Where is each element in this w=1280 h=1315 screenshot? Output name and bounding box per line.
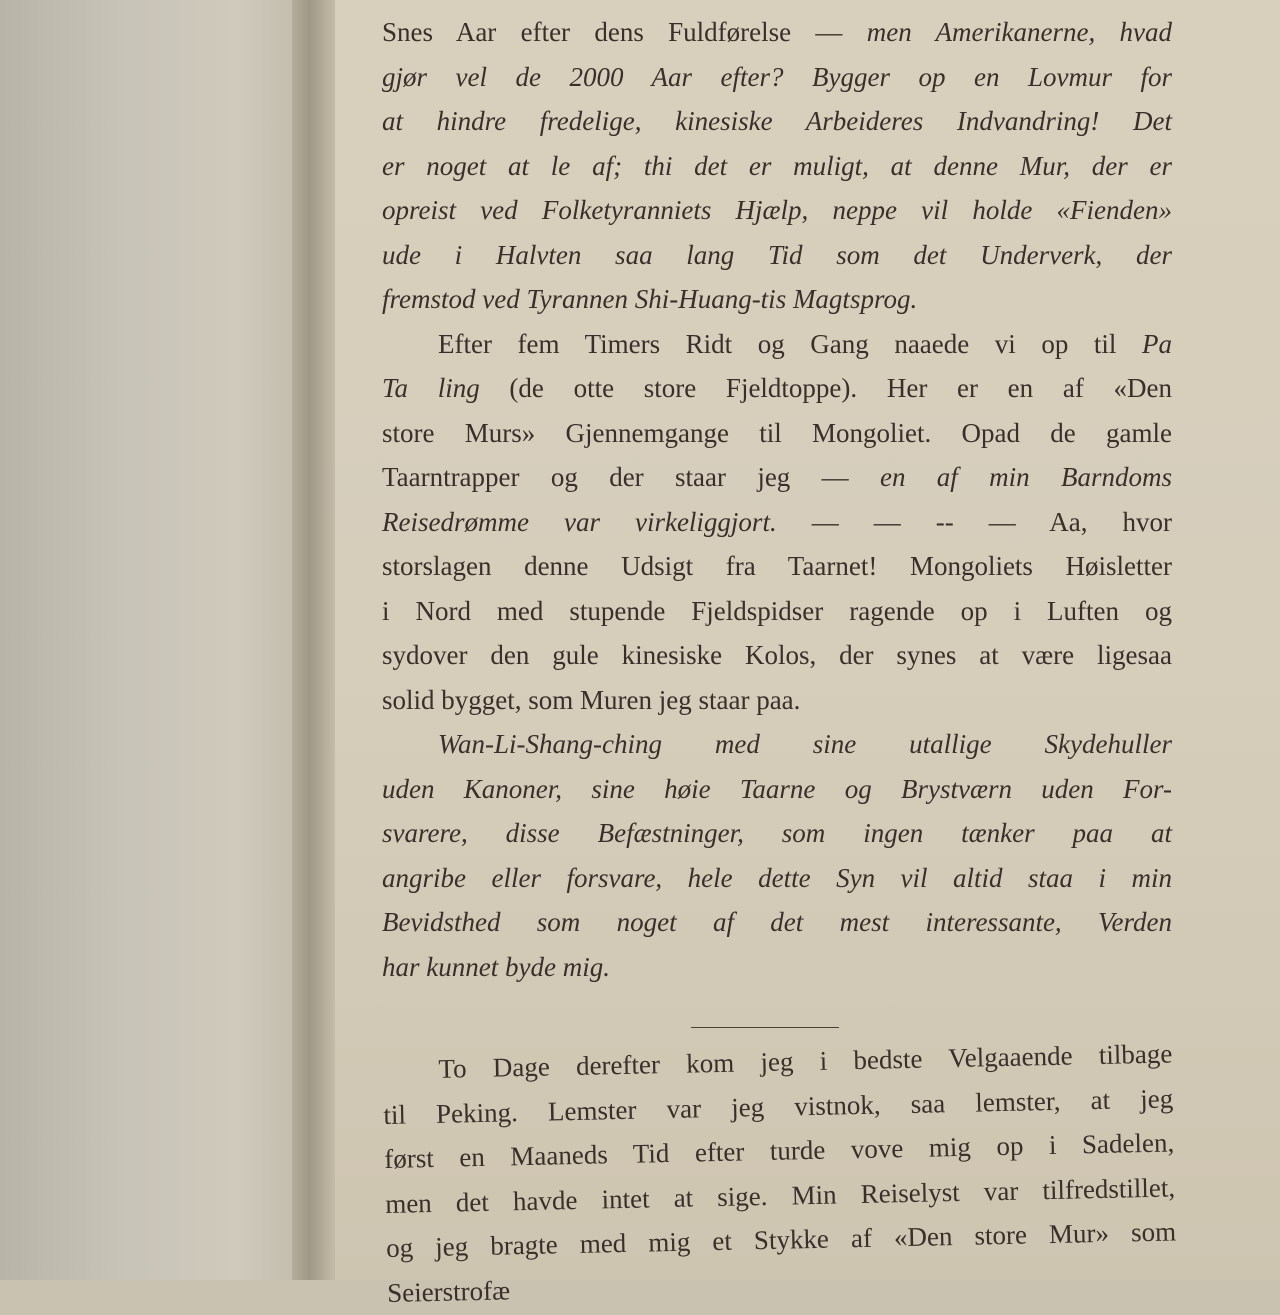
left-page <box>0 0 300 1280</box>
roman-text: solid bygget, som Muren jeg staar paa. <box>382 684 801 715</box>
italic-text: gjør vel de 2000 Aar efter? Bygger op en Lovmur for <box>382 61 1172 92</box>
roman-text: To Dage derefter kom jeg i bedste Velgaaende tilbage <box>438 1038 1173 1084</box>
roman-text: — — -- — Aa, hvor <box>776 506 1172 537</box>
text-line <box>382 455 1172 500</box>
italic-text: angribe eller forsvare, hele dette Syn vil altid staa i min <box>382 862 1172 893</box>
italic-text: fremstod ved Tyrannen Shi-Huang-tis Magtsprog. <box>382 284 918 314</box>
roman-text: (de otte store Fjeldtoppe). Her er en af «Den <box>479 373 1172 403</box>
italic-text: Reisedrømme var virkeliggjort. <box>382 506 777 537</box>
italic-text: ude i Halvten saa lang Tid som det Underverk, der <box>382 239 1172 270</box>
text-line <box>382 55 1172 100</box>
roman-text: storslagen denne Udsigt fra Taarnet! Mongoliets Høisletter <box>382 551 1172 581</box>
paragraph-2 <box>382 322 1172 723</box>
roman-text: Taarntrapper og der staar jeg — <box>382 462 880 492</box>
italic-text: en af min Barndoms <box>879 462 1172 492</box>
text-line <box>382 722 1172 767</box>
section-divider <box>691 1027 839 1028</box>
text-line <box>382 411 1172 456</box>
roman-text: først en Maaneds Tid efter turde vove mig op i Sadelen, <box>384 1127 1175 1174</box>
text-line <box>382 233 1172 278</box>
italic-text: uden Kanoner, sine høie Taarne og Brystværn uden For- <box>382 773 1172 804</box>
text-line <box>382 144 1172 189</box>
text-line <box>382 366 1172 411</box>
text-line <box>382 500 1172 545</box>
paragraph-4 <box>382 1031 1177 1314</box>
text-line <box>382 544 1172 589</box>
italic-text: Pa <box>1142 328 1172 359</box>
text-block-upper <box>382 10 1172 989</box>
italic-text: har kunnet byde mig. <box>382 951 610 982</box>
paragraph-3 <box>382 722 1172 989</box>
text-line <box>382 589 1172 634</box>
roman-text: Snes Aar efter dens Fuldførelse — <box>382 17 867 47</box>
paragraph-1 <box>382 10 1172 322</box>
italic-text: Bevidsthed som noget af det mest interessante, Verden <box>382 907 1172 937</box>
italic-text: svarere, disse Befæstninger, som ingen tænker paa at <box>382 818 1172 848</box>
italic-text: opreist ved Folketyranniets Hjælp, neppe vil holde «Fienden» <box>382 195 1172 225</box>
text-line <box>382 322 1172 367</box>
text-line <box>382 678 1172 723</box>
roman-text: til Peking. Lemster var jeg vistnok, saa lemster, at jeg <box>383 1082 1174 1130</box>
italic-text: Ta ling <box>382 373 480 403</box>
text-block-lower <box>382 1031 1177 1314</box>
roman-text: store Murs» Gjennemgange til Mongoliet. Opad de gamle <box>382 417 1172 448</box>
text-line <box>382 99 1172 144</box>
roman-text: sydover den gule kinesiske Kolos, der synes at være ligesaa <box>382 640 1172 670</box>
text-line <box>382 188 1172 233</box>
roman-text: men det havde intet at sige. Min Reiselyst var tilfredstillet, <box>384 1171 1176 1219</box>
text-line <box>382 10 1172 55</box>
text-line <box>382 633 1172 678</box>
italic-text: er noget at le af; thi det er muligt, at denne Mur, der er <box>382 150 1172 181</box>
roman-text: Seierstrofæ <box>386 1274 511 1308</box>
roman-text: i Nord med stupende Fjeldspidser ragende op i Luften og <box>382 595 1172 626</box>
text-line <box>382 856 1172 901</box>
italic-text: Wan-Li-Shang-ching med sine utallige Skydehuller <box>438 729 1172 759</box>
text-line <box>382 900 1172 945</box>
roman-text: og jeg bragte med mig et Stykke af «Den store Mur» som <box>385 1216 1177 1263</box>
italic-text: at hindre fredelige, kinesiske Arbeideres Indvandring! Det <box>382 106 1172 136</box>
text-line <box>382 277 1172 322</box>
text-line <box>382 811 1172 856</box>
text-line <box>382 767 1172 812</box>
italic-text: men Amerikanerne, hvad <box>866 17 1172 47</box>
roman-text: Efter fem Timers Ridt og Gang naaede vi op til <box>438 328 1142 359</box>
text-line <box>382 945 1172 990</box>
